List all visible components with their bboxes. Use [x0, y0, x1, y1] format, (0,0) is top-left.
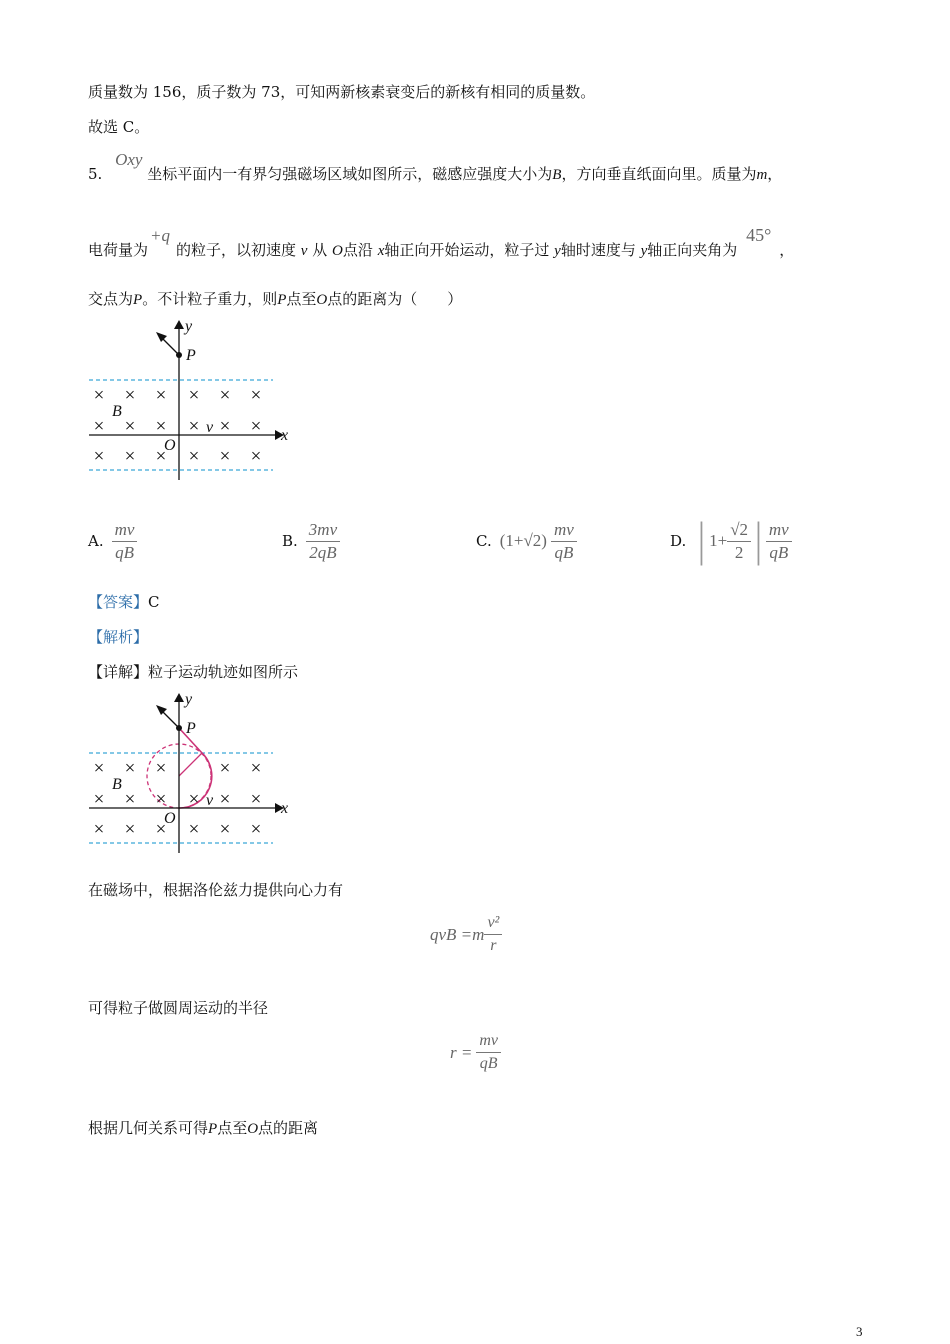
- field-cross: ×: [219, 416, 231, 437]
- answer-choice-line: 故选 C。: [88, 118, 150, 136]
- option-c[interactable]: C. (1+√2) $\frac{mv}{qB}$: [476, 516, 577, 566]
- origin-label: O: [164, 437, 176, 454]
- field-cross: ×: [155, 789, 167, 810]
- question-line-2: 电荷量为+q的粒子，以初速度 v 从 O点沿 x轴正向开始运动，粒子过 y轴时速度与 y轴正向夹角为 45°，: [88, 225, 795, 259]
- field-cross: ×: [155, 416, 167, 437]
- option-b[interactable]: B. $\frac{3mv}{2qB}$: [282, 516, 340, 566]
- question-number: 5.: [88, 165, 103, 183]
- field-cross: ×: [93, 416, 105, 437]
- magnetic-field-figure: [85, 315, 300, 485]
- field-cross: ×: [155, 446, 167, 467]
- option-a[interactable]: A. $\frac{mv}{qB}$: [88, 516, 137, 566]
- option-c-fraction: $\frac{mv}{qB}$: [551, 519, 577, 564]
- b-label: B: [112, 776, 122, 793]
- field-cross: ×: [250, 789, 262, 810]
- detail-line: 【详解】粒子运动轨迹如图所示: [88, 663, 299, 681]
- field-cross: ×: [219, 446, 231, 467]
- page-number: 3: [856, 1324, 863, 1339]
- field-cross: ×: [124, 416, 136, 437]
- radius-line: [179, 753, 202, 776]
- paragraph-lorentz: 在磁场中，根据洛伦兹力提供向心力有: [88, 881, 344, 899]
- field-cross: ×: [250, 446, 262, 467]
- field-cross: ×: [219, 789, 231, 810]
- field-cross: ×: [124, 385, 136, 406]
- field-cross: ×: [219, 758, 231, 779]
- field-cross: ×: [250, 416, 262, 437]
- question-line-1: 5. Oxy 坐标平面内一有界匀强磁场区域如图所示，磁感应强度大小为B，方向垂直纸面向里。质量为m，: [88, 150, 783, 183]
- p-label: P: [186, 720, 196, 737]
- field-cross: ×: [155, 819, 167, 840]
- field-cross: ×: [124, 819, 136, 840]
- answer-line: [88, 592, 160, 612]
- field-cross: ×: [93, 789, 105, 810]
- field-cross: ×: [188, 819, 200, 840]
- angle-label: 45°: [746, 225, 772, 245]
- field-cross: ×: [188, 416, 200, 437]
- field-cross: ×: [188, 789, 200, 810]
- trajectory-figure: [85, 688, 300, 858]
- field-cross: ×: [93, 446, 105, 467]
- option-d[interactable]: D. | 1+ $\frac{√2}{2}$ | $\frac{mv}{qB}$: [670, 516, 792, 566]
- field-cross: ×: [93, 758, 105, 779]
- field-cross: ×: [219, 819, 231, 840]
- question-line-3: 交点为P。不计粒子重力，则P点至O点的距离为（ ）: [88, 290, 463, 308]
- x-axis-label: x: [281, 800, 289, 817]
- answer-value: C: [148, 593, 160, 611]
- v-label: v: [206, 419, 214, 436]
- detail-tag: 【详解】: [88, 663, 149, 681]
- b-label: B: [112, 403, 122, 420]
- field-cross: ×: [250, 819, 262, 840]
- option-a-fraction: $\frac{mv}{qB}$: [112, 519, 138, 564]
- field-cross: ×: [219, 385, 231, 406]
- field-cross: ×: [155, 385, 167, 406]
- solution-tail-line: 质量数为 156，质子数为 73，可知两新核素衰变后的新核有相同的质量数。: [88, 83, 596, 101]
- field-cross: ×: [124, 446, 136, 467]
- field-cross: ×: [124, 758, 136, 779]
- option-d-sqrt-fraction: $\frac{√2}{2}$: [727, 519, 751, 564]
- answer-tag: 【答案】: [88, 593, 149, 611]
- option-d-fraction: $\frac{mv}{qB}$: [766, 519, 792, 564]
- field-cross: ×: [93, 385, 105, 406]
- p-label: P: [186, 347, 196, 364]
- field-cross: ×: [155, 758, 167, 779]
- oxy-label: Oxy: [115, 150, 143, 169]
- equation-radius: r = $\frac{mv}{qB}$: [450, 1030, 501, 1075]
- v-label: v: [206, 792, 214, 809]
- analysis-tag: 【解析】: [88, 628, 149, 646]
- paragraph-geometry: 根据几何关系可得P点至O点的距离: [88, 1119, 319, 1137]
- y-axis-arrow: [174, 693, 184, 702]
- field-cross: ×: [250, 385, 262, 406]
- field-cross: ×: [93, 819, 105, 840]
- origin-label: O: [164, 810, 176, 827]
- field-cross: ×: [124, 789, 136, 810]
- option-b-fraction: $\frac{3mv}{2qB}$: [306, 519, 340, 564]
- y-axis-arrow: [174, 320, 184, 329]
- equation-lorentz: qvB =m $\frac{\text{v²}}{r}$: [430, 912, 502, 957]
- field-cross: ×: [188, 446, 200, 467]
- charge-label: +q: [150, 226, 170, 245]
- field-cross: ×: [250, 758, 262, 779]
- x-axis-label: x: [281, 427, 289, 444]
- field-cross: ×: [188, 385, 200, 406]
- y-axis-label: y: [185, 318, 193, 335]
- paragraph-radius: 可得粒子做圆周运动的半径: [88, 999, 269, 1017]
- y-axis-label: y: [185, 691, 193, 708]
